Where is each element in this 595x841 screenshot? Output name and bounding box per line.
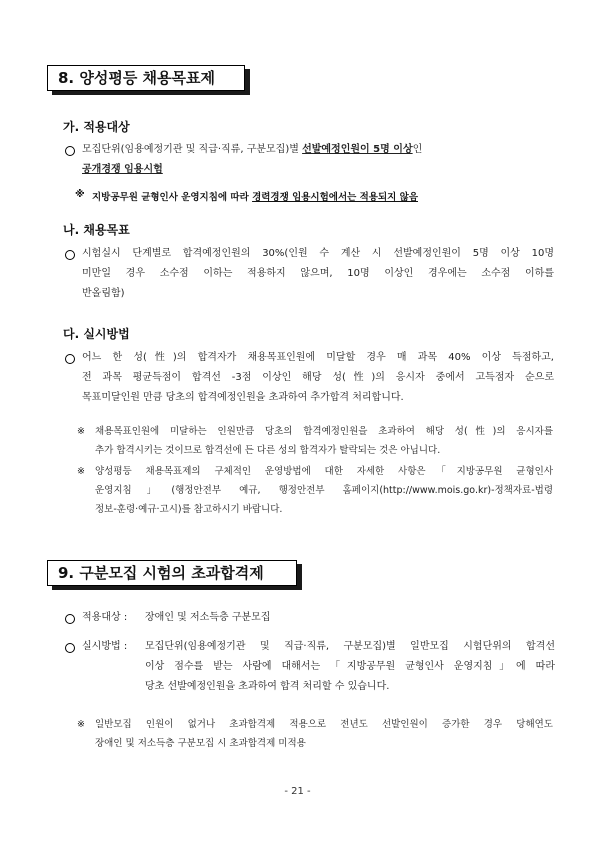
subsection-c-note-2: 양성평등 채용목표제의 구체적인 운영방법에 대한 자세한 사항은「지방공무원 균형인사 운영지침」(행정안전부 예규, 행정안전부 홈페이지(http://www.mois.go.kr)-정책자료-법령 정보-훈령·예규·고시)를 참고하시기 바랍니다. bbox=[95, 466, 553, 515]
section-9-title: 9. 구분모집 시험의 초과합격제 bbox=[47, 560, 297, 586]
section-9-item-2-text: 모집단위(임용예정기관 및 직급·직류, 구분모집)별 일반모집 시험단위의 합격선 이상 점수를 받는 사람에 대해서는 「지방공무원 균형인사 운영지침」에 따라 당초 선발예정인원을 초과하여 합격 처리할 수 있습니다. bbox=[145, 641, 555, 692]
subsection-c-note-1: 채용목표인원에 미달하는 인원만큼 당초의 합격예정인원을 초과하여 해당 성(性)의 응시자를 추가 합격시키는 것이므로 합격선에 든 다른 성의 합격자가 탈락되는 것은 아닙니다. bbox=[95, 426, 553, 456]
bullet-circle-icon bbox=[65, 354, 75, 364]
subsection-c-title: 다. 실시방법 bbox=[63, 327, 130, 341]
bullet-circle-icon bbox=[65, 146, 75, 156]
section-8-title: 8. 양성평등 채용목표제 bbox=[47, 65, 245, 91]
bullet-circle-icon bbox=[65, 250, 75, 260]
section-9-item-1-value: 장애인 및 저소득층 구분모집 bbox=[145, 612, 271, 623]
note-mark: ※ bbox=[77, 719, 85, 730]
subsection-c-text: 어느 한 성(性)의 합격자가 채용목표인원에 미달할 경우 매 과목 40% 이상 득점하고, 전 과목 평균득점이 합격선 -3점 이상인 해당 성(性)의 응시자 중에서 고득점자 순으로 목표미달인원 만큼 당초의 합격예정인원을 초과하여 추가합격 처리합니다. bbox=[82, 352, 554, 403]
subsection-a-title: 가. 적용대상 bbox=[63, 120, 130, 134]
section-9-note: 일반모집 인원이 없거나 초과합격제 적용으로 전년도 선발인원이 증가한 경우 당해연도 장애인 및 저소득층 구분모집 시 초과합격제 미적용 bbox=[95, 719, 553, 749]
bullet-circle-icon bbox=[65, 643, 75, 653]
subsection-a-bullet: 모집단위(임용예정기관 및 직급·직류, 구분모집)별 선발예정인원이 5명 이상인 공개경쟁 임용시험 bbox=[82, 144, 423, 175]
page-number: - 21 - bbox=[284, 786, 311, 797]
section-9-item-2-label: 실시방법 : bbox=[82, 641, 128, 652]
section-9-item-1-label: 적용대상 : bbox=[82, 612, 128, 623]
bullet-circle-icon bbox=[65, 614, 75, 624]
subsection-a-note: 지방공무원 균형인사 운영지침에 따라 경력경쟁 임용시험에서는 적용되지 않음 bbox=[92, 192, 418, 203]
note-mark: ※ bbox=[77, 426, 85, 437]
note-mark: ※ bbox=[77, 466, 85, 477]
note-mark: ※ bbox=[75, 189, 85, 200]
subsection-b-title: 나. 채용목표 bbox=[63, 223, 130, 237]
subsection-b-text: 시험실시 단계별로 합격예정인원의 30%(인원 수 계산 시 선발예정인원이 5명 이상 10명 미만일 경우 소수점 이하는 적용하지 않으며, 10명 이상인 경우에는 소수점 이하를 반올림함) bbox=[82, 248, 554, 299]
